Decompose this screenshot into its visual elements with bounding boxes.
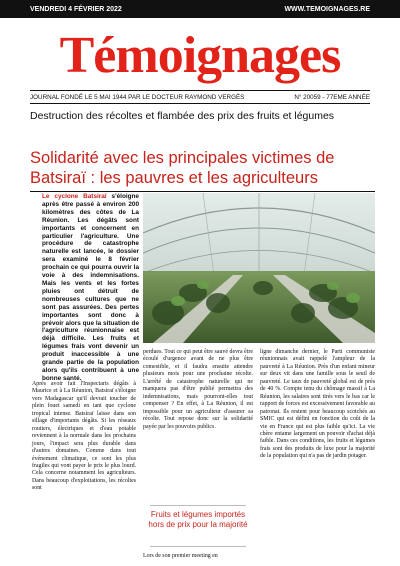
article-column-2: perdues. Tout ce qui peut être sauvé devra être écoulé d'urgence avant de ne plus être comestible, et il faudra ensuite attendre plusieurs mois pour une prochaine récolte. L'arrêté de catastrophe naturelle qui ne manquera pas d'être publié permettra des indemnisations, mais pourront-elles tout compenser ? En effet, à La Réunion, il est impossible pour un agriculteur d'assurer sa récolte. Tout repose donc sur la solidarité payée par les pouvoirs publics. [143,349,253,430]
main-headline: Solidarité avec les principales victimes de Batsiraï : les pauvres et les agriculteurs [30,148,375,192]
sub-headline: Destruction des récoltes et flambée des prix des fruits et légumes [30,110,335,122]
pullquote-bottom-rule [150,546,246,547]
pullquote-top-rule [150,505,246,506]
top-bar [0,0,400,18]
website-link[interactable]: WWW.TEMOIGNAGES.RE [284,5,370,13]
lede-lead: Le cyclone Batsiraï [42,193,107,200]
masthead [0,22,400,90]
newspaper-name: Témoignages [59,27,341,84]
lede-paragraph [42,193,139,383]
greenhouse-photo [143,193,375,343]
issue-date: VENDREDI 4 FÉVRIER 2022 [30,5,122,13]
founding-line [30,90,370,104]
article-column-1: Après avoir fait l'Inspectaris dégâts à Maurice et à La Réunion, Batsiraï s'éloigne vers Madagascar qu'il devrait toucher de plein fouet samedi en tant que cyclone tropical intense. Batsiraï laisse dans son sillage d'importants dégâts. Si les réseaux routiers, électriques et d'eau potable reviennent à la normale dans les prochains jours, l'impact sera plus durable dans d'autres domaines. Comme dans tout événement climatique, ce sont les plus fragiles qui vont payer le prix le plus lourd. Cela concerne notamment les agriculteurs. Dans beaucoup d'exploitations, les récoltes sont [32,381,136,492]
pull-quote: Fruits et légumes importés hors de prix pour la majorité [148,510,248,529]
issue-number: N° 20059 - 77EME ANNÉE [294,93,370,101]
article-column-3: ligne dimanche dernier, le Parti communiste réunionnais avait rappelé l'ampleur de la pauvreté à La Réunion. Près d'un enfant mineur sur deux vit dans une famille sous le seuil de pauvreté. Le taux de pauvreté global est de près de 40 %. Compte tenu du chômage massif à La Réunion, les salaires sont tirés vers le bas car le rapport de forces est excessivement favorable au patronat. Ils restent pour beaucoup scotchés au SMIC qui est défini en fonction du coût de la vie en France qui est plus faible qu'ici. La vie chère entame largement un pouvoir d'achat déjà faible. Dans ces conditions, les fruits et légumes frais sont des produits de luxe pour la majorité de la population qui n'a pas de jardin potager. [260,349,375,460]
article-column-2-continued: Lors de son premier meeting en [143,553,218,559]
greenhouse-image [143,193,375,343]
lede-body: s'éloigne après être passé à environ 200 kilomètres des côtes de La Réunion. Les dégâts sont importants et concernent en particulier l'agriculture. Une procédure de catastrophe naturelle est lancée, le dossier sera examiné le 8 février prochain ce qui pourra ouvrir la voie à des indemnisations. Mais les vents et les fortes pluies ont détruit de nombreuses cultures que ne sont pas assurées. Des pertes importantes sont donc à prévoir alors que la situation de l'agriculture réunionnaise est déjà difficile. Les fruits et légumes frais vont devenir un produit inaccessible à une grande partie de la population alors qu'ils contribuent à une bonne santé. [42,193,139,382]
founding-text: JOURNAL FONDÉ LE 5 MAI 1944 PAR LE DOCTEUR RAYMOND VERGÈS [30,93,245,101]
